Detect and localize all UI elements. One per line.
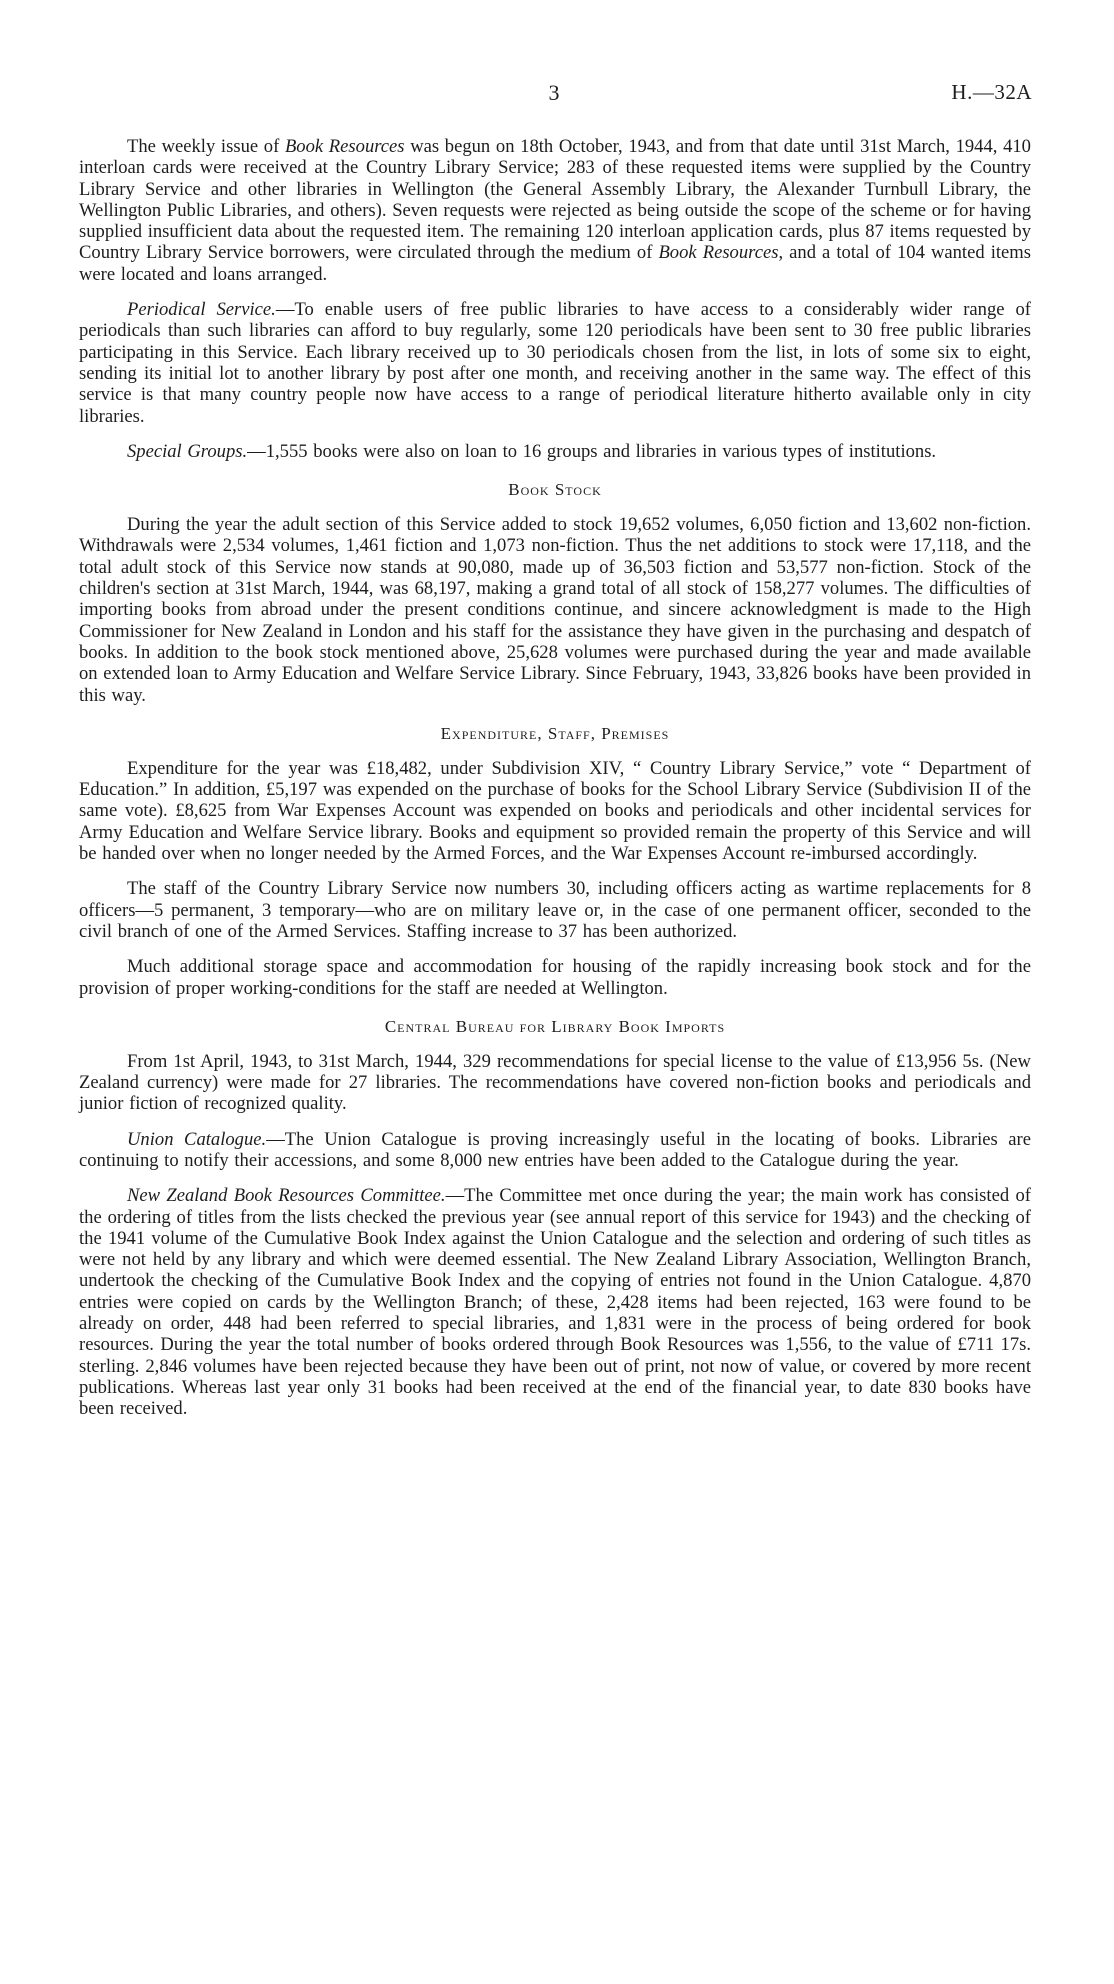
italic-title: Book Resources: [284, 136, 405, 157]
italic-title: Book Resources: [658, 242, 779, 264]
paragraph-lead-in: New Zealand Book Resources Committee.: [127, 1185, 446, 1207]
page-number: 3: [548, 80, 560, 105]
paragraph-text: was begun on 18th October, 1943, and from that date until 31st March, 1944, 410 interloan cards were received at the Country Library Service; 283 of these requested items were supplied by the Country Library Service and other libraries in Wellington (the General Assembly Library, the Alexander Turnbull Library, the Wellington Public Libraries, and others). Seven requests were rejected as being outside the scope of the scheme or for having supplied insufficient data about the requested item. The remaining 120 interloan application cards, plus 87 items requested by Country Library Service borrowers, were circulated through the medium of: [79, 136, 1031, 264]
section-heading-book-stock: Book Stock: [508, 480, 602, 500]
paragraph-special-groups: [79, 441, 1031, 462]
paragraph-special-license: From 1st April, 1943, to 31st March, 1944, 329 recommendations for special license to the value of £13,956 5s. (New Zealand currency) were made for 27 libraries. The recommendations have covered non-fiction books and periodicals and junior fiction of recognized quality.: [79, 1050, 1031, 1115]
document-reference: H.—32A: [951, 80, 1032, 104]
paragraph-text: , and a total of 104 wanted items were located and loans arranged.: [79, 242, 1031, 285]
paragraph-text: —1,555 books were also on loan to 16 groups and libraries in various types of institutions.: [247, 440, 937, 462]
paragraph-union-catalogue: [79, 1129, 1031, 1172]
paragraph-periodical-service: [79, 299, 1031, 427]
paragraph-expenditure: Expenditure for the year was £18,482, under Subdivision XIV, “ Country Library Service,” vote “ Department of Education.” In addition, £5,197 was expended on the purchase of books for the School Library Service (Subdivision II of the same vote). £8,625 from War Expenses Account was expended on books and periodicals and other incidental services for Army Education and Welfare Service library. Books and equipment so provided remain the property of this Service and will be handed over when no longer needed by the Armed Forces, and the War Expenses Account re-imbursed accordingly.: [79, 757, 1031, 865]
document-body: [79, 136, 1031, 1420]
section-heading-expenditure: Expenditure, Staff, Premises: [440, 723, 670, 743]
paragraph-lead-in: Special Groups.: [127, 440, 248, 462]
paragraph-text: —The Committee met once during the year; the main work has consisted of the ordering of titles from the lists checked the previous year (see annual report of this service for 1943) and the checking of the 1941 volume of the Cumulative Book Index against the Union Catalogue and the selection and ordering of such titles as were not held by any library and which were deemed essential. The New Zealand Library Association, Wellington Branch, undertook the checking of the Cumulative Book Index and the copying of entries not found in the Union Catalogue. 4,870 entries were copied on cards by the Wellington Branch; of these, 2,428 items had been rejected, 163 were found to be already on order, 448 had been referred to special libraries, and 1,831 were in the process of being ordered for book resources. During the year the total number of books ordered through Book Resources was 1,556, to the value of £711 17s. sterling. 2,846 volumes have been rejected because they have been out of print, not now of value, or covered by more recent publications. Whereas last year only 31 books had been received at the end of the financial year, to date 830 books have been received.: [79, 1185, 1031, 1420]
paragraph-premises: Much additional storage space and accommodation for housing of the rapidly increasing book stock and for the provision of proper working-conditions for the staff are needed at Wellington.: [79, 956, 1031, 999]
paragraph-lead-in: Union Catalogue.: [127, 1128, 267, 1150]
paragraph-lead-in: Periodical Service.: [127, 299, 276, 321]
paragraph-staff: The staff of the Country Library Service now numbers 30, including officers acting as wartime replacements for 8 officers—5 permanent, 3 temporary—who are on military leave or, in the case of one permanent officer, seconded to the civil branch of one of the Armed Services. Staffing increase to 37 has been authorized.: [79, 878, 1031, 942]
page-header: [0, 80, 1114, 110]
paragraph-book-resources-issue: [79, 136, 1031, 285]
paragraph-text: The weekly issue of: [127, 136, 285, 157]
section-heading-central-bureau: Central Bureau for Library Book Imports: [384, 1016, 726, 1036]
paragraph-text: —To enable users of free public libraries to have access to a considerably wider range of periodicals than such libraries can afford to buy regularly, some 120 periodicals have been sent to 30 free public libraries participating in this Service. Each library received up to 30 periodicals chosen from the list, in lots of some six to eight, sending its initial lot to another library by post after one month, and receiving another in the same way. The effect of this service is that many country people now have access to a range of periodical literature hitherto available only in city libraries.: [79, 299, 1032, 427]
paragraph-resources-committee: [79, 1185, 1031, 1419]
paragraph-book-stock: During the year the adult section of this Service added to stock 19,652 volumes, 6,050 fiction and 13,602 non-fiction. Withdrawals were 2,534 volumes, 1,461 fiction and 1,073 non-fiction. Thus the net additions to stock were 17,118, and the total adult stock of this Service now stands at 90,080, made up of 36,503 fiction and 53,577 non-fiction. Stock of the children's section at 31st March, 1944, was 68,197, making a grand total of all stock of 158,277 volumes. The difficulties of importing books from abroad under the present conditions continue, and sincere acknowledgment is made to the High Commissioner for New Zealand in London and his staff for the assistance they have given in the purchasing and despatch of books. In addition to the book stock mentioned above, 25,628 volumes were purchased during the year and made available on extended loan to Army Education and Welfare Service Library. Since February, 1943, 33,826 books have been provided in this way.: [79, 514, 1031, 706]
paragraph-text: —The Union Catalogue is proving increasingly useful in the locating of books. Libraries are continuing to notify their accessions, and some 8,000 new entries have been added to the Catalogue during the year.: [79, 1128, 1031, 1171]
